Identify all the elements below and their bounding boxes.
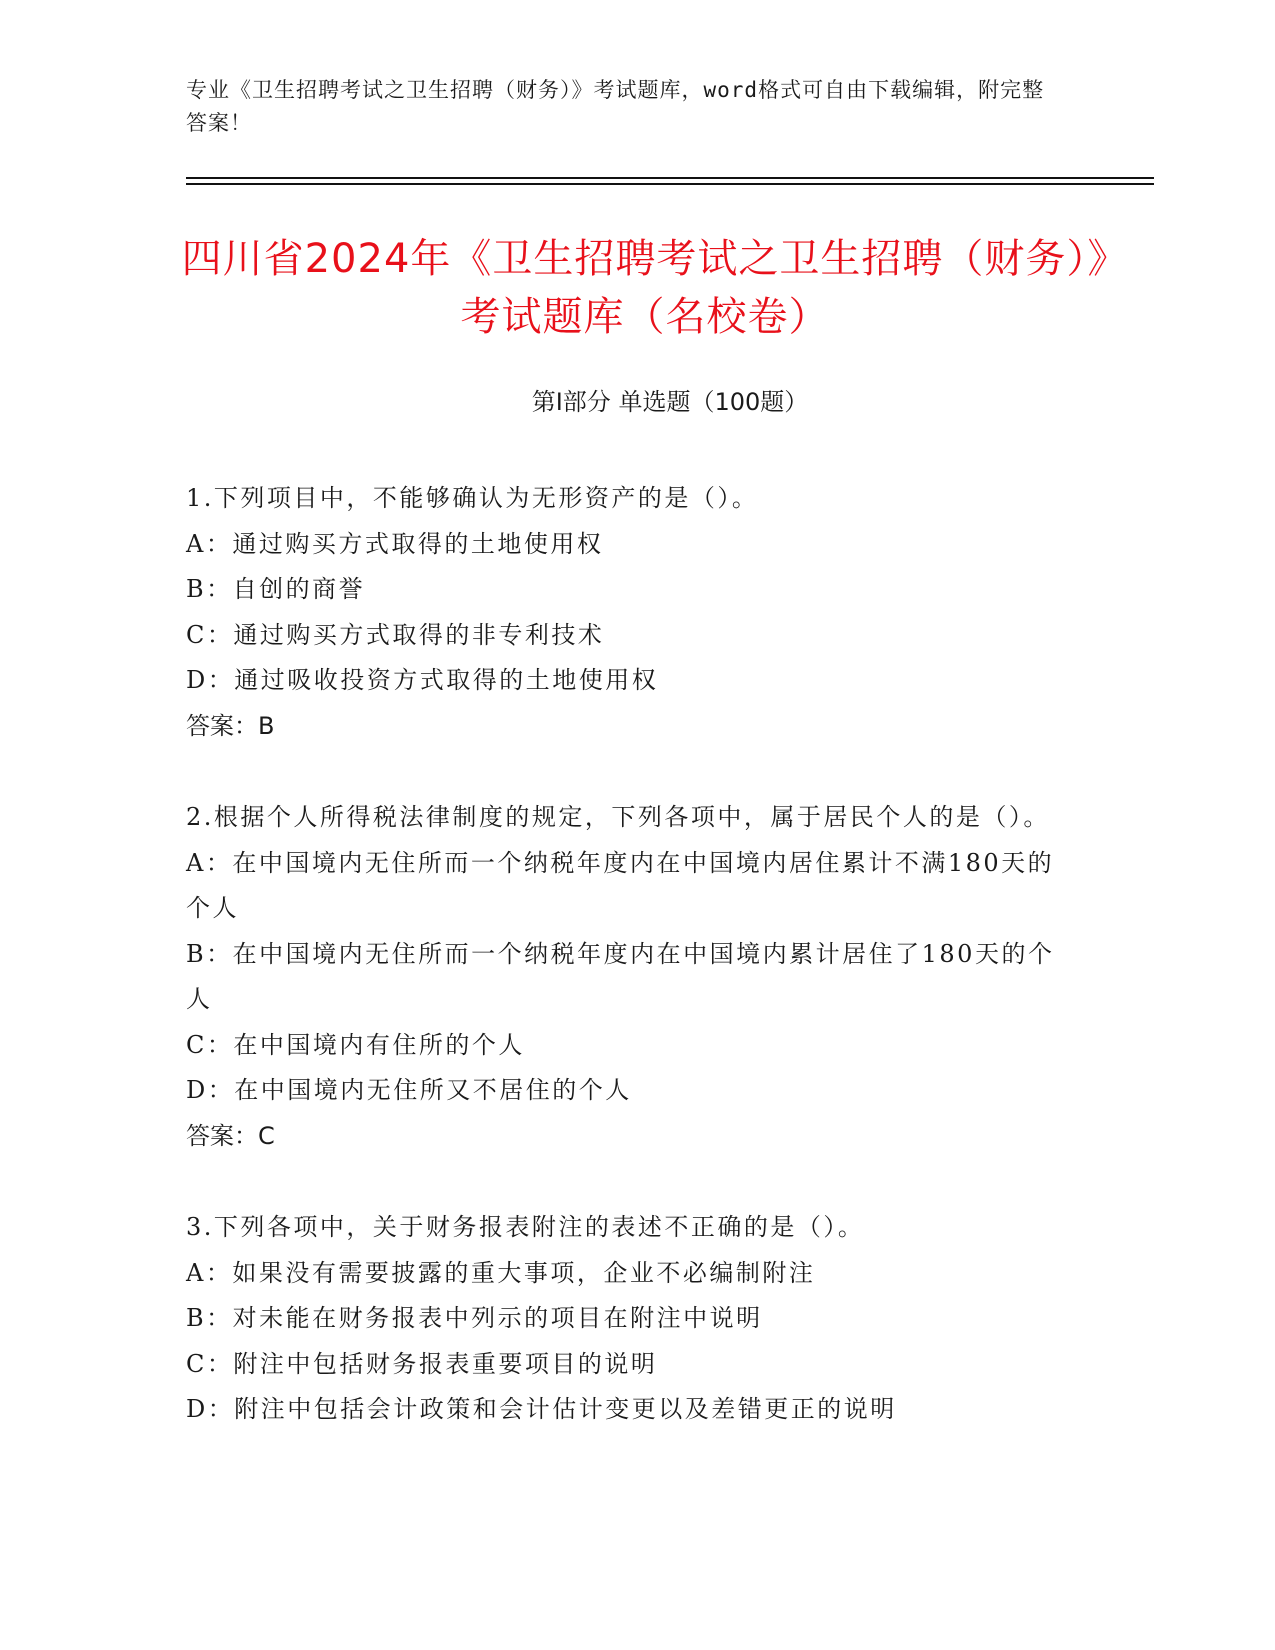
section-title: 第Ⅰ部分 单选题（100题） [531,388,809,416]
header-note: 专业《卫生招聘考试之卫生招聘（财务）》考试题库，word格式可自由下载编辑，附完整答案！ [186,78,1045,135]
header-rule-top [186,177,1154,179]
option-c: C：通过购买方式取得的非专利技术 [186,620,605,649]
question-3 [186,1205,1066,1433]
option-a: A：如果没有需要披露的重大事项，企业不必编制附注 [186,1258,816,1287]
question-1 [186,476,1066,749]
option-b: B：自创的商誉 [186,575,366,603]
option-b: B：对未能在财务报表中列示的项目在附注中说明 [186,1304,763,1332]
answer-label: 答案：B [186,711,275,740]
option-b: B：在中国境内无住所而一个纳税年度内在中国境内累计居住了180天的个人 [186,939,1055,1013]
question-list [186,476,1066,1479]
option-d: D：在中国境内无住所又不居住的个人 [186,1076,632,1104]
option-d: D：通过吸收投资方式取得的土地使用权 [186,666,659,694]
option-c: C：附注中包括财务报表重要项目的说明 [186,1349,658,1378]
question-stem: 3.下列各项中，关于财务报表附注的表述不正确的是（）。 [186,1213,865,1241]
option-a: A：在中国境内无住所而一个纳税年度内在中国境内居住累计不满180天的个人 [186,848,1055,922]
answer-label: 答案：C [186,1121,275,1150]
page-title: 四川省2024年《卫生招聘考试之卫生招聘（财务）》考试题库（名校卷） [181,236,1109,340]
option-a: A：通过购买方式取得的土地使用权 [186,529,604,558]
question-2 [186,795,1066,1159]
option-c: C：在中国境内有住所的个人 [186,1030,525,1059]
question-stem: 2.根据个人所得税法律制度的规定，下列各项中，属于居民个人的是（）。 [186,803,1050,831]
header-rule-bottom [186,183,1154,185]
question-stem: 1.下列项目中，不能够确认为无形资产的是（）。 [186,484,759,512]
option-d: D：附注中包括会计政策和会计估计变更以及差错更正的说明 [186,1395,897,1423]
